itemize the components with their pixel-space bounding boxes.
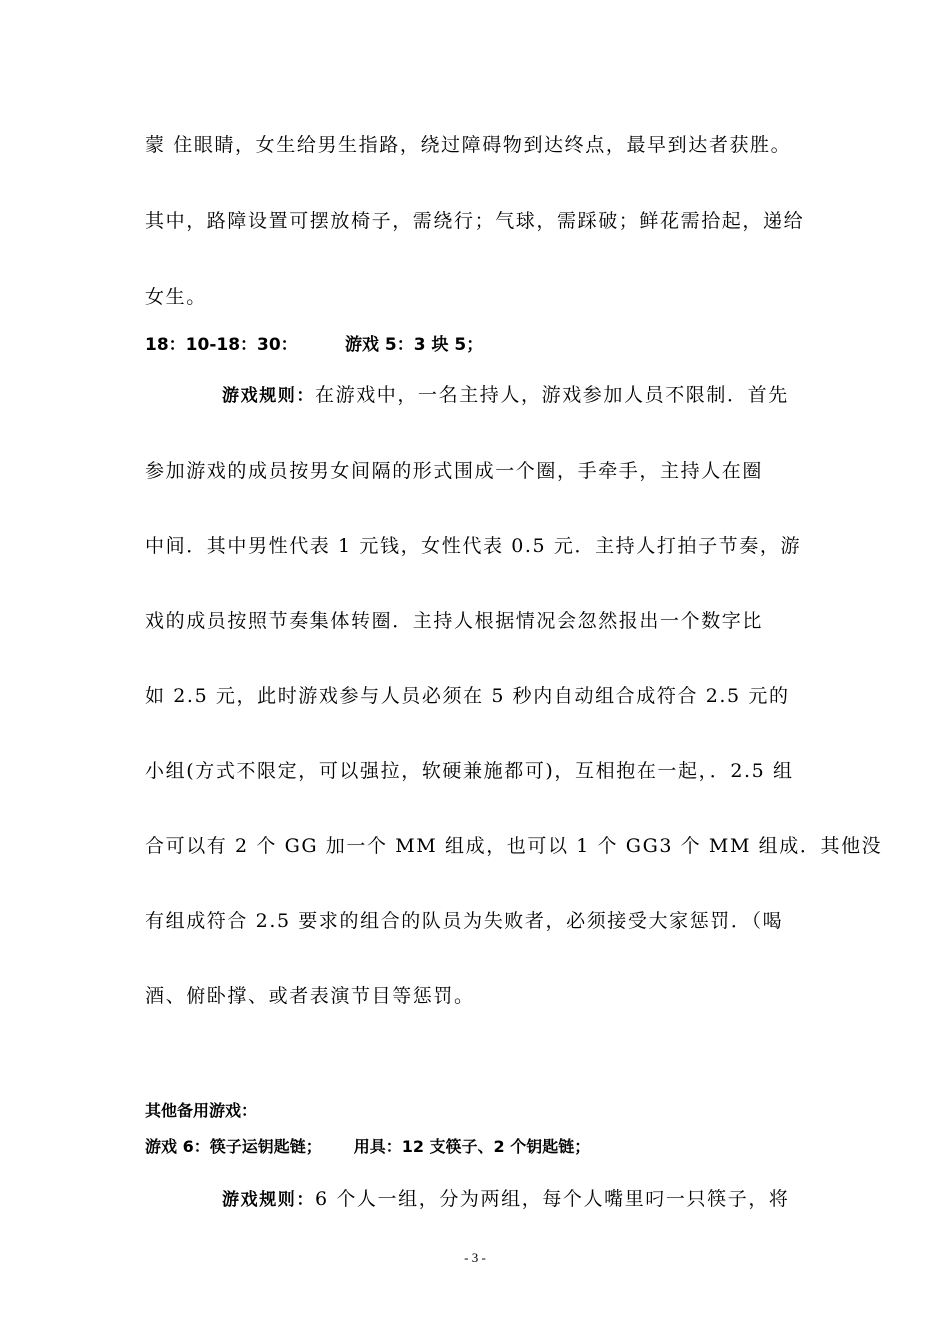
game6-tools: 用具：12 支筷子、2 个钥匙链；	[353, 1137, 591, 1156]
paragraph-line: 中间．其中男性代表 1 元钱，女性代表 0.5 元．主持人打拍子节奏，游	[145, 535, 802, 557]
game6-line	[145, 1134, 590, 1157]
schedule-line	[145, 330, 483, 355]
section-heading: 其他备用游戏：	[145, 1101, 258, 1120]
paragraph-line: 酒、俯卧撑、或者表演节目等惩罚。	[145, 985, 475, 1007]
paragraph-line: 合可以有 2 个 GG 加一个 MM 组成，也可以 1 个 GG3 个 MM 组成．其他没	[145, 835, 883, 857]
rules-text: 在游戏中，一名主持人，游戏参加人员不限制．首先	[315, 384, 789, 406]
paragraph-line: 女生。	[145, 286, 207, 308]
paragraph-line: 有组成符合 2.5 要求的组合的队员为失败者，必须接受大家惩罚．（喝	[145, 910, 784, 932]
game6-title: 游戏 6：筷子运钥匙链；	[145, 1137, 322, 1156]
rules-first-line	[222, 1184, 790, 1211]
paragraph-line: 如 2.5 元，此时游戏参与人员必须在 5 秒内自动组合成符合 2.5 元的	[145, 685, 790, 707]
rules-text: 6 个人一组，分为两组，每个人嘴里叼一只筷子，将	[315, 1188, 790, 1210]
rules-first-line	[222, 380, 789, 407]
paragraph-line: 蒙 住眼睛，女生给男生指路，绕过障碍物到达终点，最早到达者获胜。	[145, 134, 792, 156]
paragraph-line: 参加游戏的成员按男女间隔的形式围成一个圈，手牵手，主持人在圈	[145, 460, 764, 482]
schedule-time: 18：10-18：30：	[145, 335, 298, 355]
paragraph-line: 戏的成员按照节奏集体转圈．主持人根据情况会忽然报出一个数字比	[145, 610, 764, 632]
paragraph-line: 其中，路障设置可摆放椅子，需绕行；气球，需踩破；鲜花需拾起，递给	[145, 210, 805, 232]
page-number: - 3 -	[464, 1250, 486, 1265]
schedule-game-title: 游戏 5：3 块 5；	[345, 335, 484, 355]
paragraph-line: 小组(方式不限定，可以强拉，软硬兼施都可)，互相抱在一起，．2.5 组	[145, 760, 794, 782]
rules-label: 游戏规则：	[222, 386, 315, 406]
rules-label: 游戏规则：	[222, 1190, 315, 1210]
